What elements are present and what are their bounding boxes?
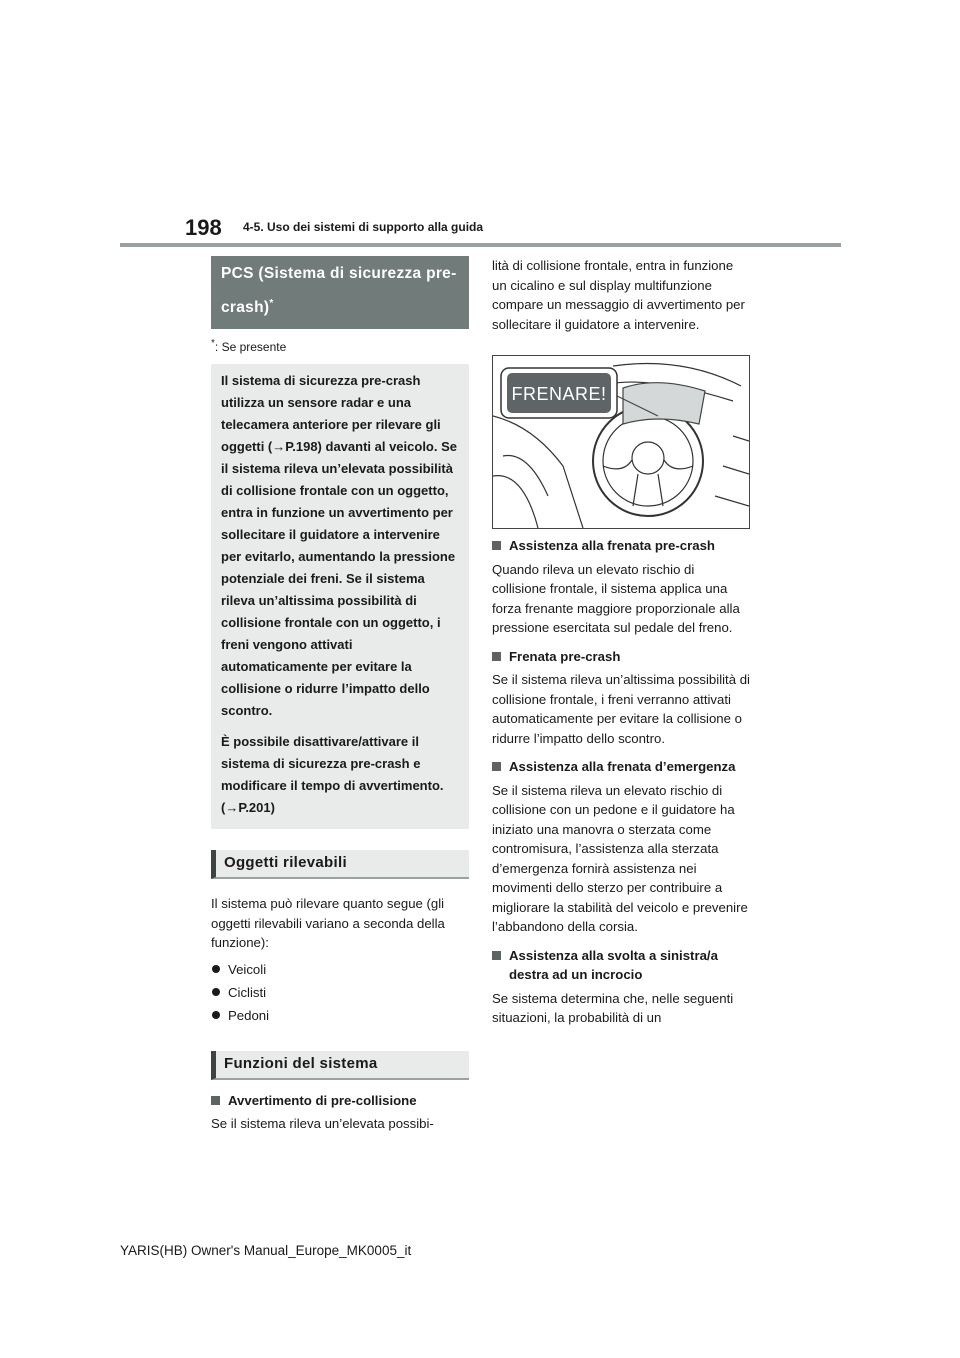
- summary-paragraph-2: È possibile disattivare/attivare il sistema di sicurezza pre-crash e modificare il tempo di avvertimento. (→P.201): [221, 734, 444, 816]
- summary-box: [211, 364, 469, 829]
- page-number: 198: [185, 215, 222, 240]
- list-item: Veicoli: [211, 958, 469, 981]
- footnote: [211, 338, 469, 354]
- header-rule: [120, 243, 841, 247]
- detectable-list: [211, 958, 469, 1027]
- dashboard-illustration: [492, 355, 750, 529]
- feature-text: Se il sistema rileva un elevato rischio di collisione con un pedone e il guidatore ha iniziato una manovra o sterzata come contromisura, l’assistenza alla sterzata d’emergenza fornirà assistenza nei movimenti dello sterzo per contribuire a migliorare la stabilità del veicolo e prevenire l’abbandono della corsia.: [492, 782, 748, 934]
- right-column: [492, 256, 750, 1028]
- warning-text-start: Se il sistema rileva un’elevata possibi-: [211, 1116, 434, 1132]
- steering-wheel-illustration: [493, 356, 749, 528]
- list-item: Ciclisti: [211, 981, 469, 1004]
- system-functions-heading: Funzioni del sistema: [211, 1051, 469, 1080]
- footer-manual-id: YARIS(HB) Owner's Manual_Europe_MK0005_it: [120, 1243, 412, 1258]
- left-column: [211, 256, 469, 1134]
- detectable-objects-heading: Oggetti rilevabili: [211, 850, 469, 879]
- warning-text-continued: lità di collisione frontale, entra in funzione un cicalino e sul display multifunzione compare un messaggio di avvertimento per sollecitare il guidatore a intervenire.: [492, 258, 745, 332]
- footnote-text: : Se presente: [214, 340, 287, 355]
- summary-paragraph-1: Il sistema di sicurezza pre-crash utilizza un sensore radar e una telecamera anteriore per rilevare gli oggetti (→P.198) davanti al veicolo. Se il sistema rileva un’elevata possibilità di collisione frontale con un oggetto, entra in funzione un avvertimento per sollecitare il guidatore a intervenire per evitarlo, aumentando la pressione potenziale dei freni. Se il sistema rileva un’altissima possibilità di collisione frontale con un oggetto, i freni vengono attivati automaticamente per evitare la collisione o ridurre l’impatto dello scontro.: [221, 373, 457, 719]
- detectable-intro: Il sistema può rilevare quanto segue (gli oggetti rilevabili variano a seconda della funzione):: [211, 896, 445, 951]
- feature-heading: Assistenza alla frenata pre-crash: [492, 536, 750, 556]
- feature-text: Se il sistema rileva un’altissima possibilità di collisione frontale, i freni verranno attivati automaticamente per evitare la collisione o ridurre l’impatto dello scontro.: [492, 672, 750, 746]
- title-marker: *: [269, 298, 274, 309]
- section-title: [211, 256, 469, 329]
- footnote-marker: *: [211, 338, 215, 350]
- list-item: Pedoni: [211, 1004, 469, 1027]
- frenare-label: FRENARE!: [511, 384, 607, 404]
- feature-heading: Assistenza alla svolta a sinistra/a destra ad un incrocio: [492, 946, 750, 985]
- feature-text: Se sistema determina che, nelle seguenti situazioni, la probabilità di un: [492, 990, 734, 1025]
- section-title-text: PCS (Sistema di sicurezza pre-crash): [221, 265, 457, 317]
- section-path: 4-5. Uso dei sistemi di supporto alla guida: [243, 220, 484, 234]
- warning-heading: Avvertimento di pre-collisione: [211, 1091, 469, 1111]
- feature-heading: Assistenza alla frenata d’emergenza: [492, 757, 750, 777]
- feature-text: Quando rileva un elevato rischio di collisione frontale, il sistema applica una forza frenante maggiore proporzionale alla pressione esercitata sul pedale del freno.: [492, 561, 740, 635]
- feature-heading: Frenata pre-crash: [492, 647, 750, 667]
